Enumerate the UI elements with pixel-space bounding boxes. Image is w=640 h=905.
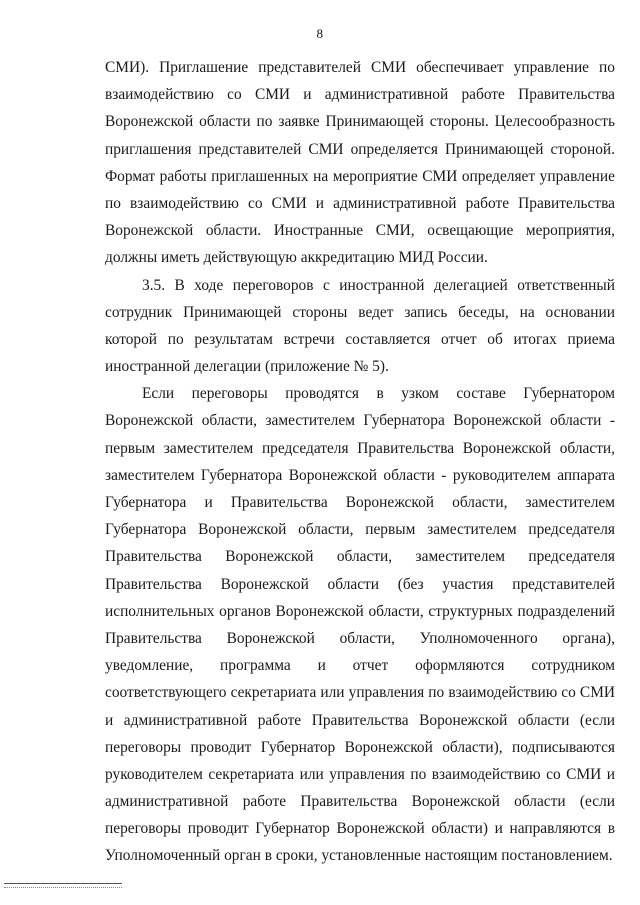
text-line: Губернатора Воронежской области, первым заместителем председателя	[105, 521, 615, 539]
text-line: Правительства Воронежской области (без участия представителей	[105, 575, 615, 593]
text-line: Правительства Воронежской области, заместителем председателя	[105, 548, 615, 566]
text-line: взаимодействию со СМИ и административной работе Правительства	[105, 86, 615, 104]
text-line: заместителем Губернатора Воронежской области - руководителем аппарата	[105, 466, 615, 484]
text-line: СМИ). Приглашение представителей СМИ обеспечивает управление по	[105, 59, 615, 76]
text-line: руководителем секретариата или управления по взаимодействию со СМИ и	[105, 765, 615, 783]
text-line: соответствующего секретариата или управления по взаимодействию со СМИ	[105, 684, 615, 702]
footer-divider	[4, 883, 122, 884]
paragraph-p1	[105, 54, 615, 272]
text-line: которой по результатам встречи составляется отчет об итогах приема	[105, 330, 615, 348]
text-line: 3.5. В ходе переговоров с иностранной делегацией ответственный	[142, 276, 615, 294]
text-line: сотрудник Принимающей стороны ведет запись беседы, на основании	[105, 303, 615, 321]
paragraph-p2	[105, 272, 615, 381]
text-line: по взаимодействию со СМИ и административной работе Правительства	[105, 194, 615, 212]
text-line: приглашения представителей СМИ определяется Принимающей стороной.	[105, 140, 615, 158]
document-body	[105, 54, 615, 870]
text-line: и административной работе Правительства Воронежской области (если	[105, 711, 615, 729]
text-line: переговоры проводит Губернатор Воронежской области) и направляются в	[105, 820, 615, 838]
text-line: Формат работы приглашенных на мероприятие СМИ определяет управление	[105, 167, 615, 185]
text-line: уведомление, программа и отчет оформляются сотрудником	[105, 657, 615, 675]
text-line: переговоры проводит Губернатор Воронежской области), подписываются	[105, 738, 615, 756]
paragraph-p3	[105, 380, 615, 869]
text-line: Если переговоры проводятся в узком составе Губернатором	[142, 385, 615, 403]
text-line: Воронежской области, заместителем Губернатора Воронежской области -	[105, 412, 615, 430]
text-line: Губернатора и Правительства Воронежской области, заместителем	[105, 494, 615, 511]
footer-divider-dotted	[4, 887, 122, 888]
text-line: Воронежской области по заявке Принимающей стороны. Целесообразность	[105, 113, 615, 131]
text-line: Уполномоченный орган в сроки, установленные настоящим постановлением.	[105, 847, 613, 865]
text-line: первым заместителем председателя Правительства Воронежской области,	[105, 439, 615, 457]
text-line: иностранной делегации (приложение № 5).	[105, 358, 389, 376]
text-line: должны иметь действующую аккредитацию МИД России.	[105, 249, 488, 267]
text-line: исполнительных органов Воронежской области, структурных подразделений	[105, 602, 615, 620]
text-line: Воронежской области. Иностранные СМИ, освещающие мероприятия,	[105, 222, 615, 240]
text-line: Правительства Воронежской области, Уполномоченного органа),	[105, 629, 615, 647]
text-line: административной работе Правительства Воронежской области (если	[105, 793, 615, 811]
page-number: 8	[316, 26, 324, 41]
